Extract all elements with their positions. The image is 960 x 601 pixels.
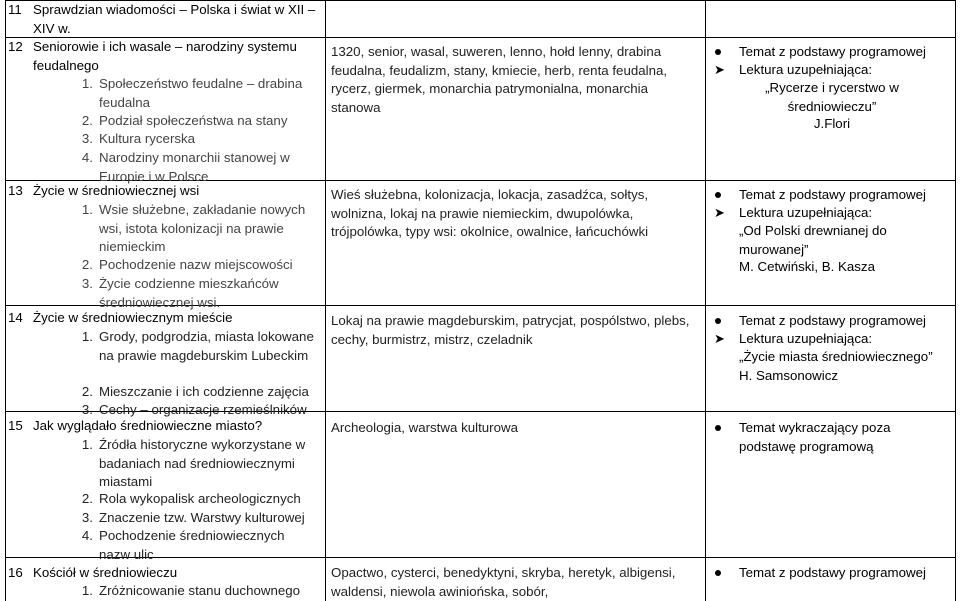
subtopic-item: 3. Znaczenie tzw. Warstwy kulturowej [81, 510, 305, 525]
key-terms: Lokaj na prawie magdeburskim, patrycjat, pospólstwo, plebs, cechy, burmistrz, mistrz, czeladnik [331, 313, 690, 347]
subtopic-item: 3. Cechy – organizacje rzemieślników [81, 402, 307, 417]
lesson-number: 11 [8, 2, 22, 17]
lesson-title: Życie w średniowiecznej wsi [33, 183, 200, 198]
lesson-title: Życie w średniowiecznym mieście [33, 310, 233, 325]
lesson-number: 16 [8, 565, 23, 580]
subtopic-item: 4. Narodziny monarchii stanowej w Europie i w Polsce [81, 150, 290, 184]
curriculum-table: 11 Sprawdzian wiadomości – Polska i świat w XII – XIV w. 12 Seniorowie i ich wasale – narodziny systemu feudalnego 1. Społeczeństwo feudalne – drabina feudalna 2. Podział społeczeństwa na stany 3. Kultura rycerska 4. Narodziny monarchii stanowej w Europie i w Polsce 1320, senior, wasal, suweren, lenno, hołd lenny, drabina feudalna, feudalizm, stany, kmiecie, herb, renta feudalna, rycerz, giermek, monarchia patrymonialna, monarchia stanowa Temat z podstawy programowej ➤ Lektura uzupełniająca: „Rycerze i rycerstwo w średniowieczu” J.Flori 13 Życie w średniowiecznej wsi 1. Wsie służebne, zakładanie nowych wsi, istota kolonizacji na prawie niemieckim 2. Pochodzenie nazw miejscowości 3. Życie codzienne mieszkańców średniowiecznej wsi. Wieś służebna, kolonizacja, lokacja, zasadźca, sołtys, wolnizna, lokaj na prawie niemieckim, dwupolówka, trójpolówka, typy wsi: okolnice, owalnice, łańcuchówki Temat z podstawy programowej ➤ Lektura uzupełniająca: „Od Polski drewnianej do murowanej” M. Cetwiński, B. Kasza 14 Życie w średniowiecznym mieście 1. Grody, podgrodzia, miasta lokowane na prawie magdeburskim Lubeckim 2. Mieszczanie i ich codzienne zajęcia 3. Cechy – organizacje rzemieślników Lokaj na prawie magdeburskim, patrycjat, pospólstwo, plebs, cechy, burmistrz, mistrz, czeladnik Temat z podstawy programowej ➤ Lektura uzupełniająca: „Życie miasta średniowiecznego” H. Samsonowicz 15 Jak wyglądało średniowieczne miasto? 1. Źródła historyczne wykorzystane w badaniach nad średniowiecznymi miastami 2. Rola wykopalisk archeologicznych 3. Znaczenie tzw. Warstwy kulturowej 4. Pochodzenie średniowiecznych nazw ulic Archeologia, warstwa kulturowa Temat wykraczający poza podstawę programową 16 Kościół w średniowieczu 1. Zróżnicowanie stanu duchownego Opactwo, cysterci, benedyktyni, skryba, heretyk, albigensi, waldensi, niewola awiniońska, sobór, Temat z podstawy programowej [5, 0, 956, 601]
lesson-number: 15 [8, 418, 23, 433]
reading-author: J.Flori [813, 116, 851, 131]
subtopic-item: 2. Pochodzenie nazw miejscowości [81, 257, 293, 272]
key-terms: 1320, senior, wasal, suweren, lenno, hołd lenny, drabina feudalna, feudalizm, stany, kmiecie, herb, renta feudalna, rycerz, giermek, monarchia patrymonialna, monarchia stanowa [331, 44, 668, 115]
subtopic-item: 2. Podział społeczeństwa na stany [81, 113, 288, 128]
bullet-dot-icon [715, 425, 721, 431]
key-terms: Archeologia, warstwa kulturowa [331, 420, 518, 435]
lesson-title: Jak wyglądało średniowieczne miasto? [33, 418, 263, 433]
lesson-title: Seniorowie i ich wasale – narodziny systemu feudalnego [33, 39, 297, 73]
column-divider [955, 0, 956, 601]
arrow-bullet-icon: ➤ [714, 205, 725, 220]
subtopic-item: 2. Mieszczanie i ich codzienne zajęcia [81, 384, 309, 399]
subtopic-item: 4. Pochodzenie średniowiecznych nazw ulic [81, 528, 285, 562]
reading-author: H. Samsonowicz [739, 368, 839, 383]
reading-title: „Od Polski drewnianej do murowanej” [739, 223, 887, 257]
reading-title: „Rycerze i rycerstwo w średniowieczu” [765, 80, 899, 114]
subtopic-item: 1. Wsie służebne, zakładanie nowych wsi, istota kolonizacji na prawie niemieckim [81, 202, 306, 254]
arrow-bullet-icon: ➤ [714, 331, 725, 346]
subtopic-item: 1. Zróżnicowanie stanu duchownego [81, 583, 301, 598]
bullet-dot-icon [715, 49, 721, 55]
lesson-number: 12 [8, 39, 23, 54]
column-divider [705, 0, 706, 601]
lesson-number: 13 [8, 183, 23, 198]
subtopic-item: 1. Społeczeństwo feudalne – drabina feudalna [81, 76, 303, 110]
subtopic-item: 1. Źródła historyczne wykorzystane w badaniach nad średniowiecznymi miastami [81, 437, 306, 489]
subtopic-item: 1. Grody, podgrodzia, miasta lokowane na prawie magdeburskim Lubeckim [81, 329, 314, 363]
subtopic-item: 3. Kultura rycerska [81, 131, 196, 146]
bullet-dot-icon [715, 570, 721, 576]
column-divider [5, 0, 6, 601]
lesson-title: Sprawdzian wiadomości – Polska i świat w XII – XIV w. [33, 2, 316, 36]
lesson-number: 14 [8, 310, 23, 325]
reading-title: „Życie miasta średniowiecznego” [739, 349, 933, 364]
key-terms: Wieś służebna, kolonizacja, lokacja, zasadźca, sołtys, wolnizna, lokaj na prawie niemieckim, dwupolówka, trójpolówka, typy wsi: okolnice, owalnice, łańcuchówki [331, 187, 649, 239]
subtopic-item: 2. Rola wykopalisk archeologicznych [81, 491, 301, 506]
reading-author: M. Cetwiński, B. Kasza [739, 259, 875, 274]
bullet-dot-icon [715, 192, 721, 198]
subtopic-item: 3. Życie codzienne mieszkańców średniowiecznej wsi. [81, 276, 279, 310]
arrow-bullet-icon: ➤ [714, 62, 725, 77]
lesson-title: Kościół w średniowieczu [33, 565, 178, 580]
key-terms: Opactwo, cysterci, benedyktyni, skryba, heretyk, albigensi, waldensi, niewola awiniońska, sobór, [331, 565, 676, 599]
bullet-dot-icon [715, 318, 721, 324]
